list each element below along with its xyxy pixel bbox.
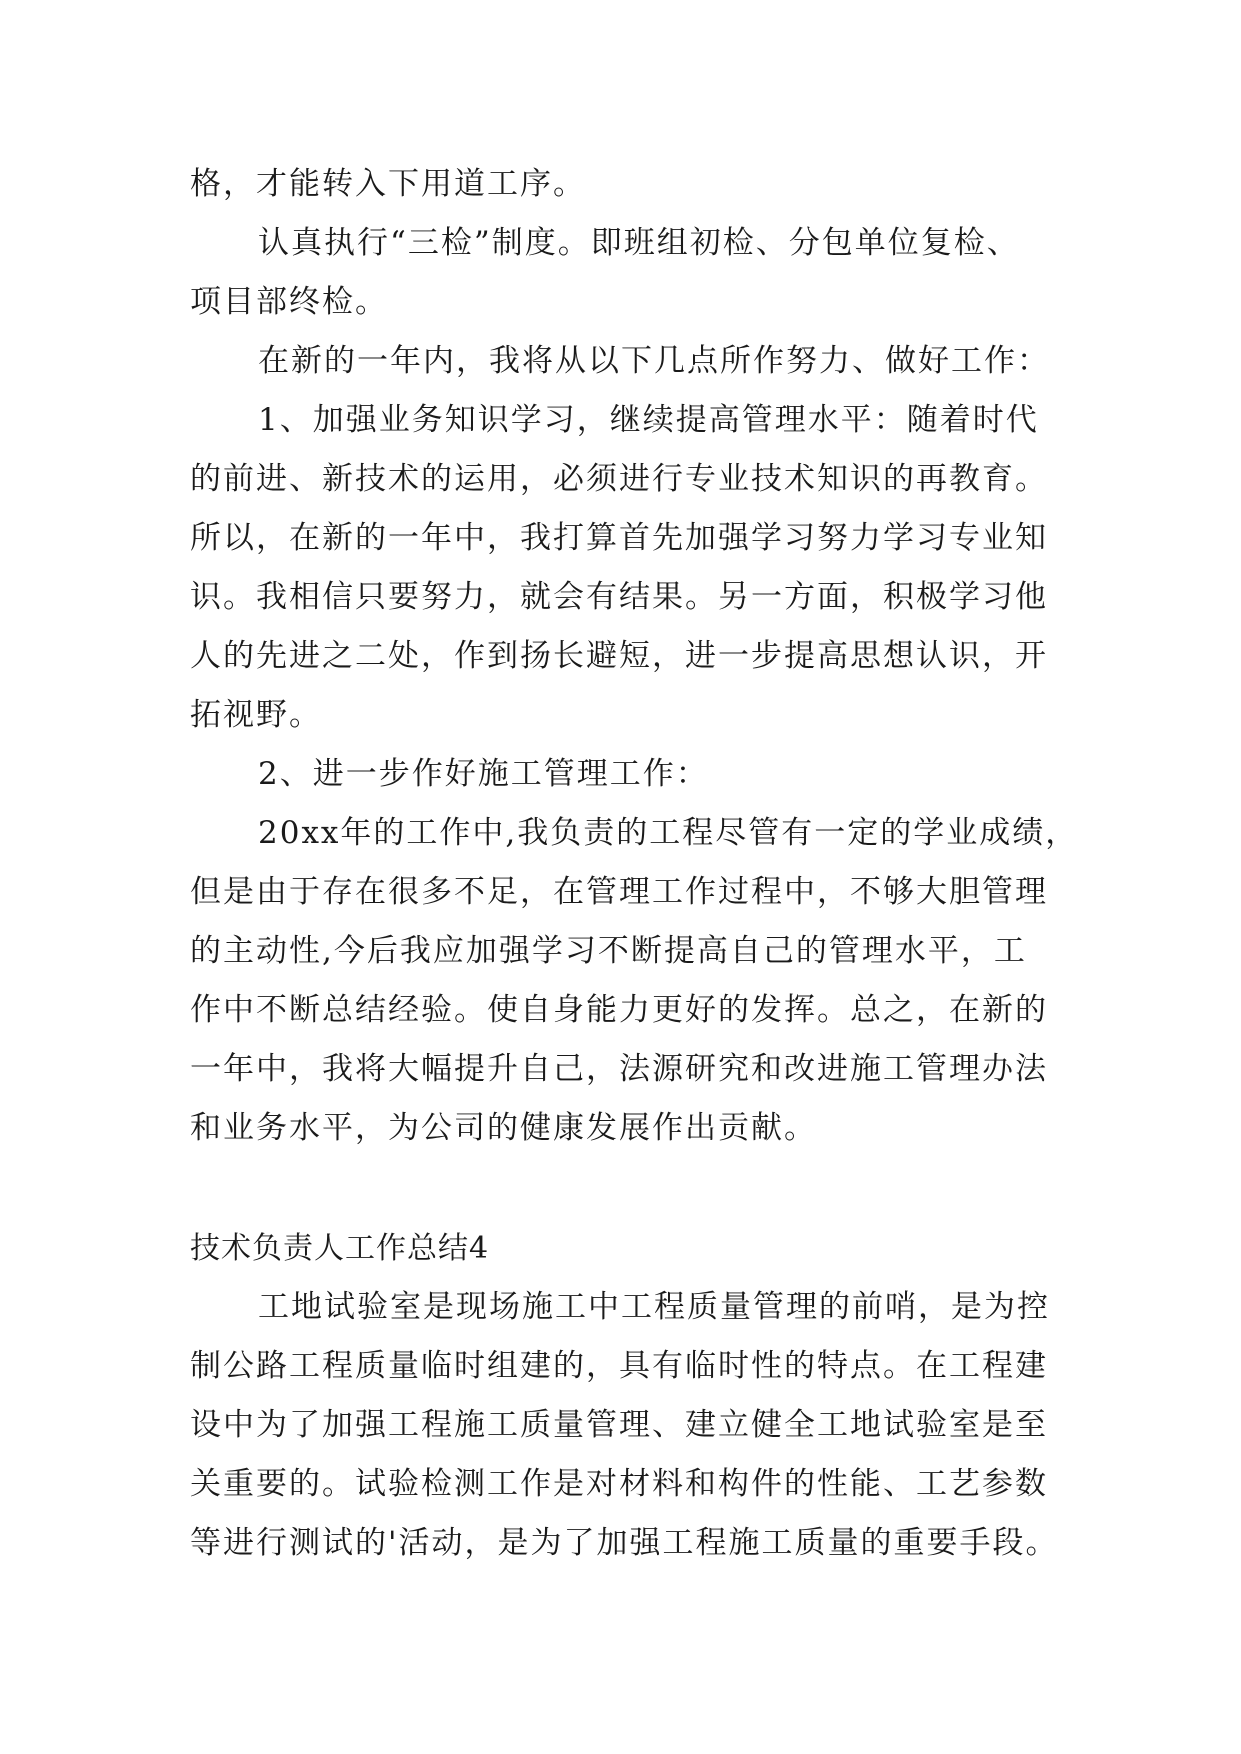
paragraph-line: 拓视野。 (190, 697, 322, 733)
document-body (190, 155, 1079, 1573)
paragraph-line: 识。我相信只要努力，就会有结果。另一方面，积极学习他 (190, 579, 1048, 615)
section-spacer (190, 1158, 1070, 1219)
section-title: 技术负责人工作总结4 (190, 1231, 490, 1266)
paragraph-line: 认真执行“三检”制度。即班组初检、分包单位复检、 (258, 225, 1020, 261)
paragraph-line: 的主动性,今后我应加强学习不断提高自己的管理水平，工 (190, 933, 1027, 969)
paragraph-line: 项目部终检。 (190, 284, 388, 320)
paragraph-line: 人的先进之二处，作到扬长避短，进一步提高思想认识，开 (190, 638, 1048, 674)
paragraph-line: 一年中，我将大幅提升自己，法源研究和改进施工管理办法 (190, 1051, 1048, 1087)
paragraph-line: 所以，在新的一年中，我打算首先加强学习努力学习专业知 (190, 520, 1048, 556)
paragraph-line: 制公路工程质量临时组建的，具有临时性的特点。在工程建 (190, 1348, 1048, 1384)
paragraph-line: 工地试验室是现场施工中工程质量管理的前哨，是为控 (258, 1289, 1050, 1325)
paragraph-line: 和业务水平，为公司的健康发展作出贡献。 (190, 1110, 817, 1146)
paragraph-line: 关重要的。试验检测工作是对材料和构件的性能、工艺参数 (190, 1466, 1048, 1502)
paragraph-line: 但是由于存在很多不足，在管理工作过程中，不够大胆管理 (190, 874, 1048, 910)
paragraph-line: 1、加强业务知识学习，继续提高管理水平：随着时代 (258, 402, 1039, 438)
paragraph-line: 等进行测试的'活动，是为了加强工程施工质量的重要手段。 (190, 1525, 1059, 1561)
paragraph-line: 作中不断总结经验。使自身能力更好的发挥。总之，在新的 (190, 992, 1048, 1028)
paragraph-line: 的前进、新技术的运用，必须进行专业技术知识的再教育。 (190, 461, 1048, 497)
paragraph-line: 2、进一步作好施工管理工作： (258, 756, 709, 792)
paragraph-line: 20xx年的工作中,我负责的工程尽管有一定的学业成绩， (258, 815, 1079, 851)
paragraph-line: 设中为了加强工程施工质量管理、建立健全工地试验室是至 (190, 1407, 1048, 1443)
paragraph-line: 在新的一年内，我将从以下几点所作努力、做好工作： (258, 343, 1050, 379)
paragraph-line: 格，才能转入下用道工序。 (190, 166, 586, 202)
